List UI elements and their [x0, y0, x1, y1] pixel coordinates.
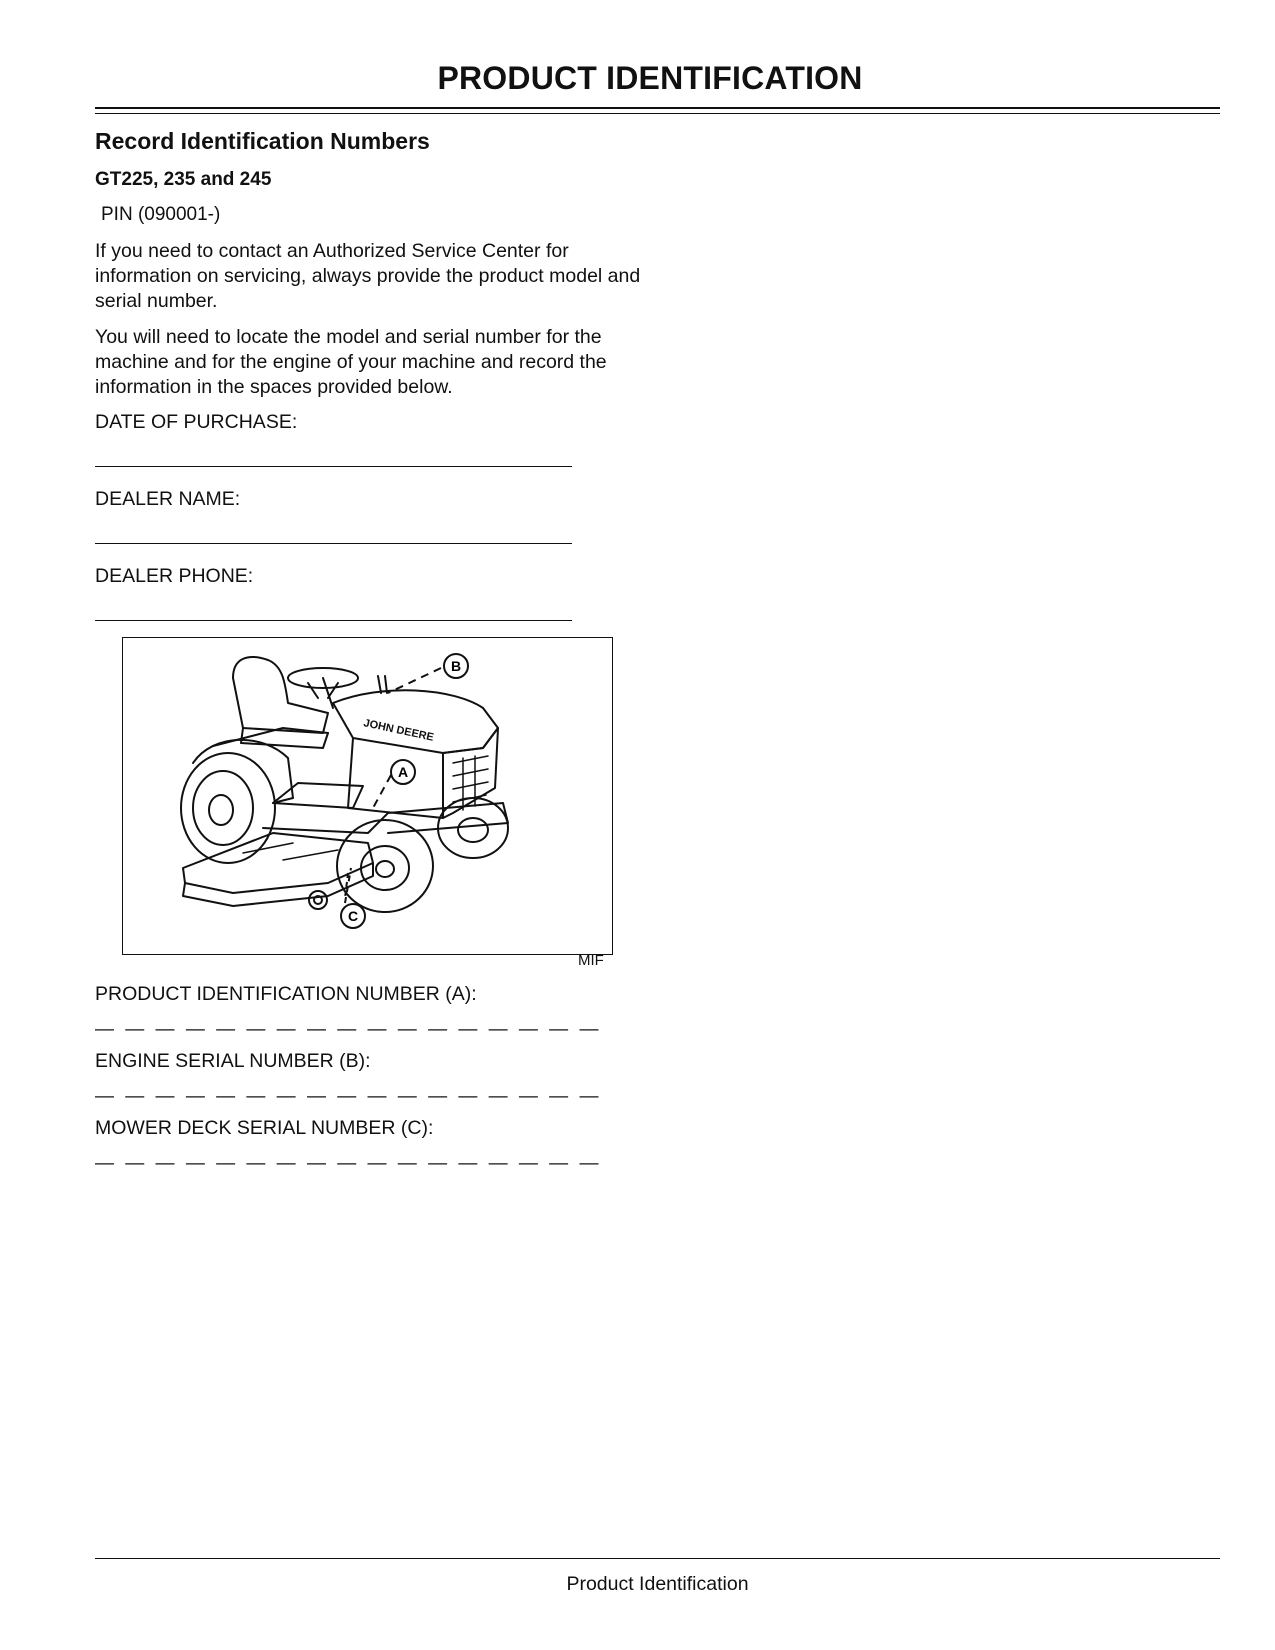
content-column: [95, 128, 655, 642]
deck-serial-label: MOWER DECK SERIAL NUMBER (C):: [95, 1117, 434, 1139]
instruction-paragraph: You will need to locate the model and serial number for the machine and for the engine of your machine and record the information in the spaces provided below.: [95, 326, 607, 398]
intro-paragraph: If you need to contact an Authorized Service Center for information on servicing, always provide the product model and serial number.: [95, 240, 641, 312]
footer-rule: [95, 1558, 1220, 1559]
footer-text: Product Identification: [566, 1573, 749, 1595]
tractor-illustration: [123, 638, 612, 954]
date-of-purchase-label: DATE OF PURCHASE:: [95, 411, 298, 433]
tractor-figure: [122, 637, 613, 955]
callout-c-label: C: [347, 908, 359, 924]
date-of-purchase-line[interactable]: [95, 466, 572, 467]
engine-serial-label: ENGINE SERIAL NUMBER (B):: [95, 1050, 371, 1072]
engine-serial-blank[interactable]: — — — — — — — — — — — — — — — — —: [95, 1086, 602, 1107]
model-line: GT225, 235 and 245: [95, 169, 272, 190]
dealer-phone-line[interactable]: [95, 620, 572, 621]
pin-blank[interactable]: — — — — — — — — — — — — — — — — —: [95, 1019, 602, 1040]
pin-label: PRODUCT IDENTIFICATION NUMBER (A):: [95, 983, 477, 1005]
dealer-phone-label: DEALER PHONE:: [95, 565, 254, 587]
header-rule: [95, 107, 1220, 109]
figure-code: MIF: [578, 952, 604, 969]
serial-numbers-section: [95, 983, 655, 1184]
brand-logo: JOHN DEERE: [362, 717, 435, 744]
dealer-name-label: DEALER NAME:: [95, 488, 241, 510]
callout-a-label: A: [397, 764, 409, 780]
pin-range: PIN (090001-): [101, 204, 221, 225]
page-title: PRODUCT IDENTIFICATION: [437, 60, 863, 96]
section-title: Record Identification Numbers: [95, 128, 430, 154]
deck-serial-blank[interactable]: — — — — — — — — — — — — — — — — —: [95, 1153, 602, 1174]
callout-b-label: B: [450, 658, 462, 674]
header-rule-thin: [95, 113, 1220, 114]
dealer-name-line[interactable]: [95, 543, 572, 544]
